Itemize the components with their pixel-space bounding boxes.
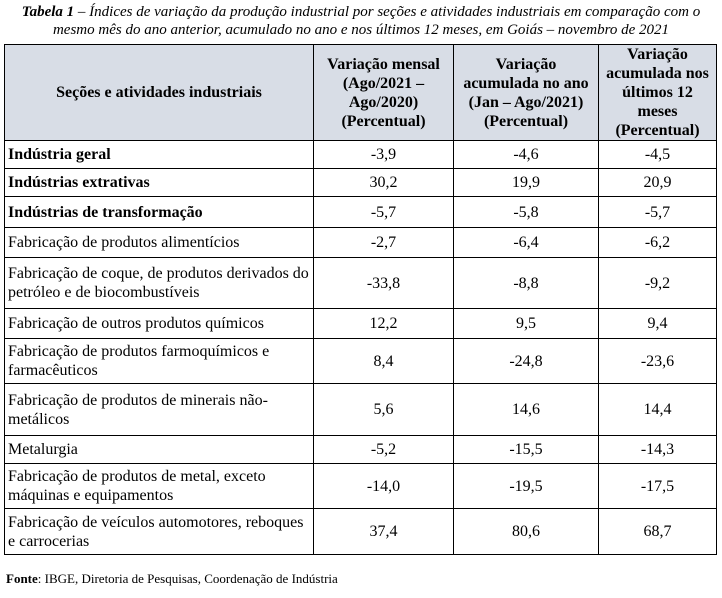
year-to-date-value: 80,6	[454, 509, 599, 555]
row-label: Fabricação de veículos automotores, reboques e carrocerias	[5, 509, 314, 555]
caption-label: Tabela 1	[21, 4, 75, 20]
table-row	[5, 509, 717, 555]
table-body	[5, 141, 717, 555]
row-label: Fabricação de produtos de metal, exceto máquinas e equipamentos	[5, 464, 314, 509]
year-to-date-value: -4,6	[454, 141, 599, 169]
row-label: Indústrias extrativas	[5, 169, 314, 197]
table-row	[5, 141, 717, 169]
table-row	[5, 197, 717, 228]
row-label: Fabricação de produtos de minerais não-metálicos	[5, 384, 314, 436]
twelve-month-value: 68,7	[599, 509, 717, 555]
row-label: Indústria geral	[5, 141, 314, 169]
table-row	[5, 228, 717, 258]
monthly-value: 5,6	[314, 384, 454, 436]
twelve-month-value: -14,3	[599, 436, 717, 464]
twelve-month-value: -17,5	[599, 464, 717, 509]
twelve-month-value: -23,6	[599, 339, 717, 384]
table-row	[5, 258, 717, 309]
row-label: Indústrias de transformação	[5, 197, 314, 228]
monthly-value: -3,9	[314, 141, 454, 169]
row-label: Fabricação de produtos farmoquímicos e farmacêuticos	[5, 339, 314, 384]
table-row	[5, 384, 717, 436]
data-table	[4, 44, 717, 555]
monthly-value: -5,7	[314, 197, 454, 228]
twelve-month-value: -4,5	[599, 141, 717, 169]
table-row	[5, 436, 717, 464]
table-row	[5, 309, 717, 339]
header-sections: Seções e atividades industriais	[5, 45, 314, 141]
monthly-value: 30,2	[314, 169, 454, 197]
twelve-month-value: 9,4	[599, 309, 717, 339]
header-row	[5, 45, 717, 141]
header-monthly: Variação mensal (Ago/2021 – Ago/2020) (Percentual)	[314, 45, 454, 141]
header-year-to-date: Variação acumulada no ano (Jan – Ago/2021) (Percentual)	[454, 45, 599, 141]
monthly-value: 37,4	[314, 509, 454, 555]
year-to-date-value: 19,9	[454, 169, 599, 197]
year-to-date-value: -19,5	[454, 464, 599, 509]
twelve-month-value: -5,7	[599, 197, 717, 228]
row-label: Fabricação de outros produtos químicos	[5, 309, 314, 339]
table-caption	[10, 3, 712, 39]
source-text: : IBGE, Diretoria de Pesquisas, Coordenação de Indústria	[37, 571, 338, 586]
caption-dash: –	[74, 4, 90, 20]
monthly-value: 8,4	[314, 339, 454, 384]
monthly-value: 12,2	[314, 309, 454, 339]
monthly-value: -14,0	[314, 464, 454, 509]
row-label: Fabricação de produtos alimentícios	[5, 228, 314, 258]
header-12-months: Variação acumulada nos últimos 12 meses (Percentual)	[599, 45, 717, 141]
caption-text: Índices de variação da produção industrial por seções e atividades industriais em comparação com o mesmo mês do ano anterior, acumulado no ano e nos últimos 12 meses, em Goiás – novembro de 2021	[52, 4, 701, 38]
year-to-date-value: 14,6	[454, 384, 599, 436]
row-label: Metalurgia	[5, 436, 314, 464]
year-to-date-value: -6,4	[454, 228, 599, 258]
source-note	[6, 571, 338, 587]
year-to-date-value: -15,5	[454, 436, 599, 464]
twelve-month-value: 14,4	[599, 384, 717, 436]
year-to-date-value: -5,8	[454, 197, 599, 228]
table-row	[5, 339, 717, 384]
year-to-date-value: 9,5	[454, 309, 599, 339]
twelve-month-value: -6,2	[599, 228, 717, 258]
twelve-month-value: -9,2	[599, 258, 717, 309]
monthly-value: -5,2	[314, 436, 454, 464]
table-row	[5, 169, 717, 197]
table-row	[5, 464, 717, 509]
source-label: Fonte	[6, 571, 38, 586]
twelve-month-value: 20,9	[599, 169, 717, 197]
monthly-value: -2,7	[314, 228, 454, 258]
year-to-date-value: -8,8	[454, 258, 599, 309]
year-to-date-value: -24,8	[454, 339, 599, 384]
row-label: Fabricação de coque, de produtos derivados do petróleo e de biocombustíveis	[5, 258, 314, 309]
monthly-value: -33,8	[314, 258, 454, 309]
